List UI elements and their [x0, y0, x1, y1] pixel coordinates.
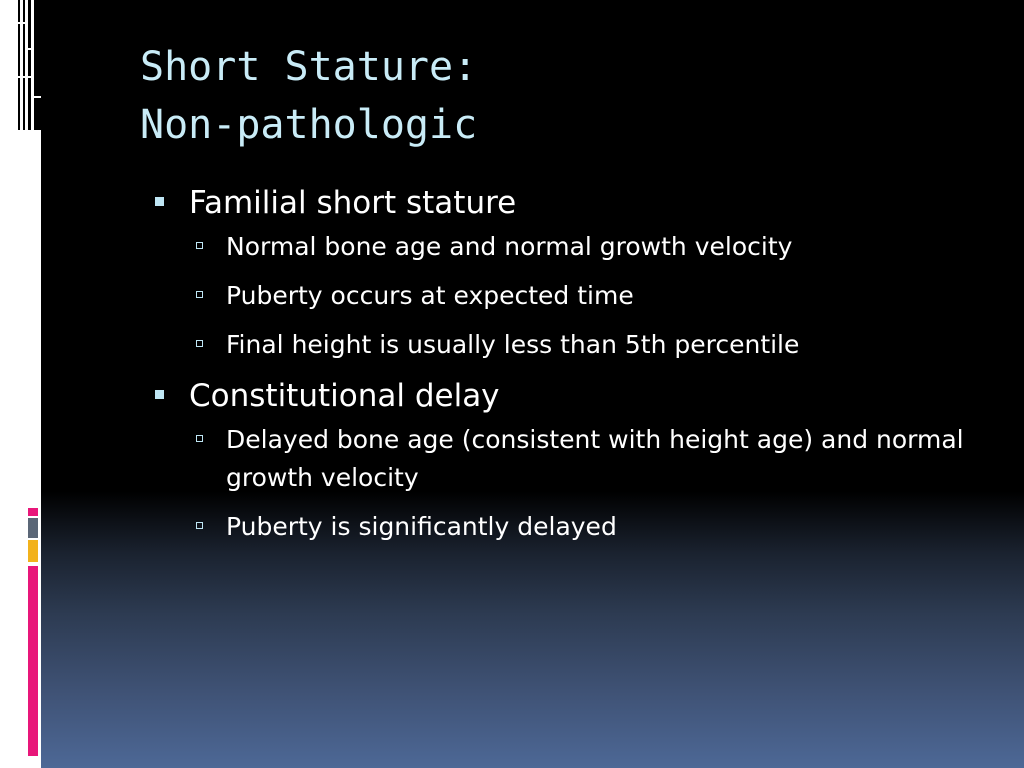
slide-title-line-2: Non-pathologic: [140, 102, 478, 148]
bullet-item: [150, 375, 970, 417]
square-bullet-icon: [155, 390, 164, 399]
left-decor-strip: [0, 0, 41, 768]
slide-title-line-1: Short Stature:: [140, 44, 478, 90]
hollow-square-bullet-icon: [196, 291, 203, 298]
accent-bar-yellow: [28, 540, 38, 562]
sub-bullet-item: [150, 228, 970, 266]
sub-bullet-text: Puberty occurs at expected time: [226, 281, 634, 310]
sub-bullet-list: [150, 421, 970, 546]
sub-bullet-item: [150, 421, 970, 497]
bullet-text: Familial short stature: [189, 185, 517, 221]
bullet-text: Constitutional delay: [189, 378, 500, 414]
square-bullet-icon: [155, 197, 164, 206]
accent-bar-gray: [28, 518, 38, 538]
sub-bullet-text: Final height is usually less than 5th percentile: [226, 330, 800, 359]
accent-bar-pink-long: [28, 566, 38, 756]
hollow-square-bullet-icon: [196, 340, 203, 347]
slide-title: [140, 38, 477, 154]
bullet-list: [150, 182, 970, 557]
hollow-square-bullet-icon: [196, 242, 203, 249]
sub-bullet-text: Delayed bone age (consistent with height age) and normal growth velocity: [226, 425, 964, 492]
sub-bullet-item: [150, 508, 970, 546]
accent-bar-pink-top: [28, 508, 38, 516]
hollow-square-bullet-icon: [196, 435, 203, 442]
bullet-item: [150, 182, 970, 224]
sub-bullet-item: [150, 277, 970, 315]
sub-bullet-text: Normal bone age and normal growth velocity: [226, 232, 793, 261]
hollow-square-bullet-icon: [196, 522, 203, 529]
color-accent-bars: [28, 508, 38, 756]
sub-bullet-text: Puberty is significantly delayed: [226, 512, 617, 541]
window-stripes-icon: [18, 0, 41, 130]
sub-bullet-list: [150, 228, 970, 364]
sub-bullet-item: [150, 326, 970, 364]
